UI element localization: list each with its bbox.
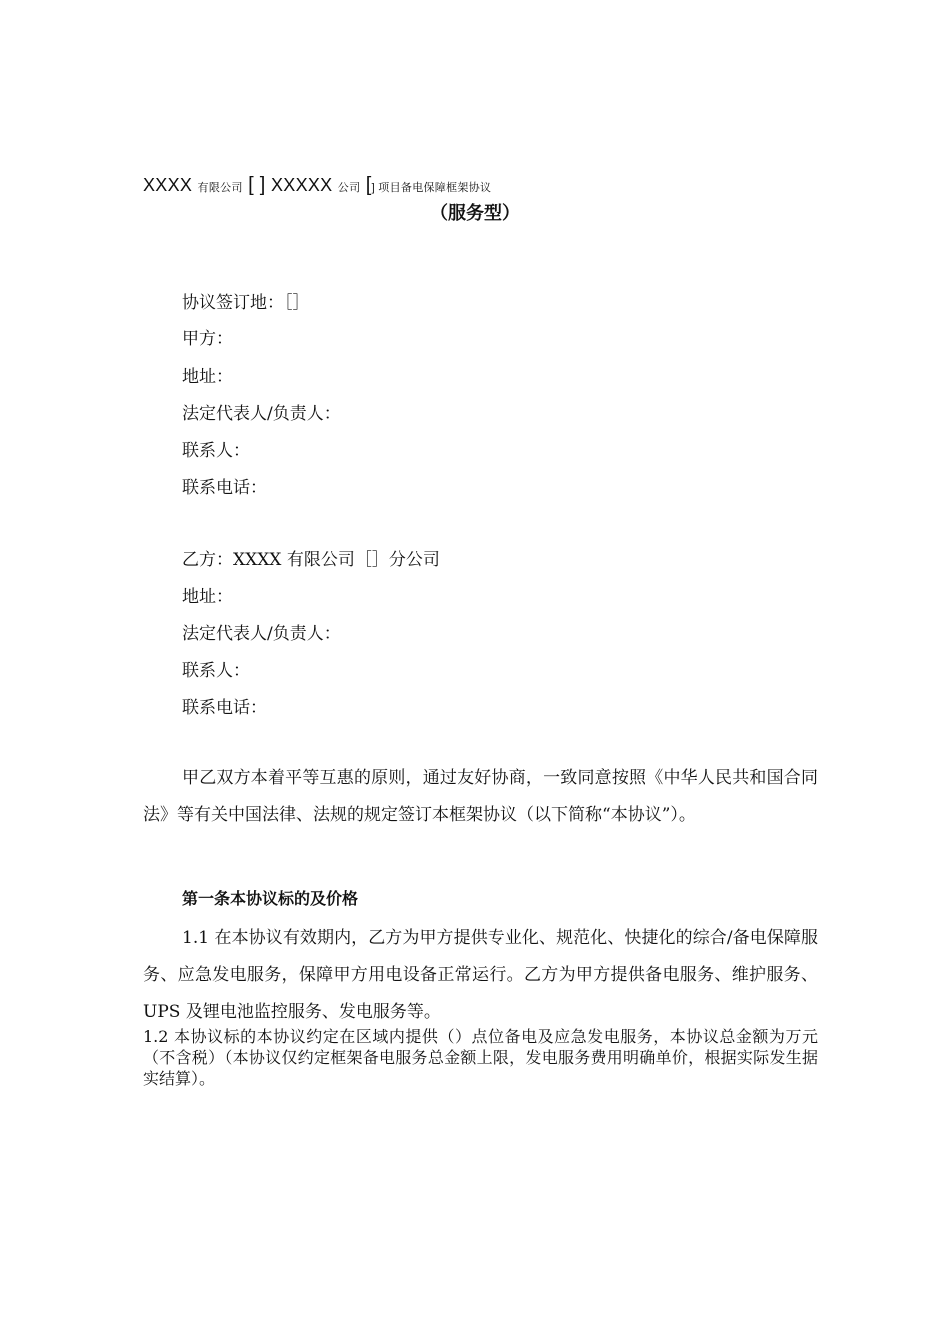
party-a-phone: 联系电话： [182,478,267,498]
party-b-name: 乙方：XXXX 有限公司［］分公司 [182,550,440,570]
party-b-phone: 联系电话： [182,698,267,718]
title-part-4: XXXXX [270,175,333,195]
clause-1-2: 1.2 本协议标的本协议约定在区域内提供（）点位备电及应急发电服务，本协议总金额为万元（不含税）（本协议仅约定框架备电服务总金额上限，发电服务费用明确单价，根据实际发生据实结算）。 [143,1027,818,1088]
document-subtitle: （服务型） [430,203,520,224]
party-a-contact: 联系人： [182,441,250,461]
clause-1-1: 1.1 在本协议有效期内，乙方为甲方提供专业化、规范化、快捷化的综合/备电保障服务、应急发电服务，保障甲方用电设备正常运行。乙方为甲方提供备电服务、维护服务、UPS 及锂电池监控服务、发电服务等。 [143,928,818,1022]
party-b-representative: 法定代表人/负责人： [182,624,341,644]
party-a-representative: 法定代表人/负责人： [182,404,341,424]
preamble-paragraph: 甲乙双方本着平等互惠的原则，通过友好协商，一致同意按照《中华人民共和国合同法》等有关中国法律、法规的规定签订本框架协议（以下简称“本协议”）。 [143,768,818,825]
party-b-contact: 联系人： [182,661,250,681]
title-part-1: XXXX [143,175,193,195]
title-part-6: [ [365,174,372,196]
title-part-3: [ ] [248,174,266,196]
title-part-5: 公司 [337,182,361,194]
title-part-2: 有限公司 [197,182,243,194]
sign-place: 协议签订地：［］ [182,293,310,313]
party-a-name: 甲方： [182,329,233,349]
title-part-7: ] 项目备电保障框架协议 [371,182,492,194]
article-1-heading: 第一条本协议标的及价格 [182,889,359,908]
party-a-address: 地址： [182,367,233,387]
party-b-address: 地址： [182,587,233,607]
document-title [143,174,491,197]
